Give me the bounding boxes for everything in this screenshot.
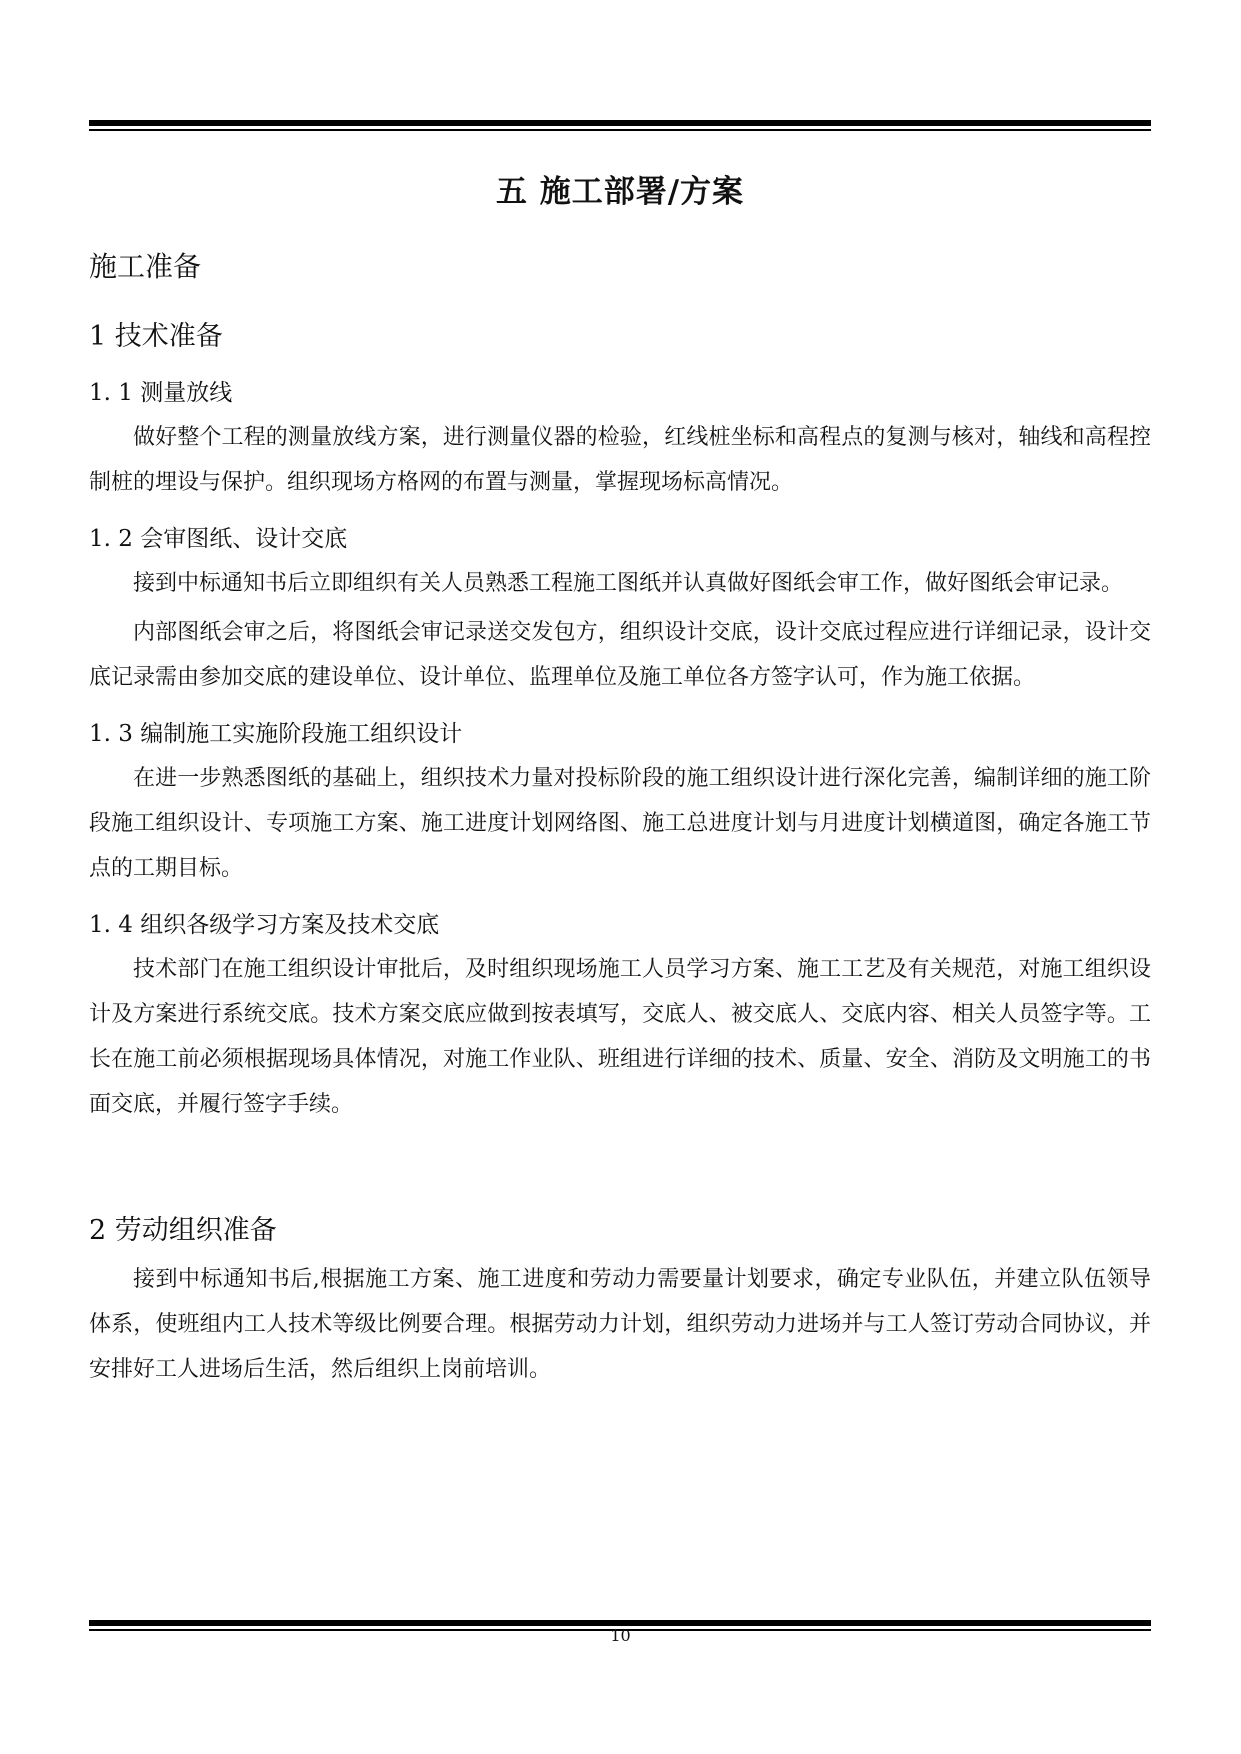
heading-survey: 1. 1 测量放线 <box>89 380 233 406</box>
section-heading: 施工准备 <box>89 250 202 283</box>
header-rule-thin <box>89 129 1151 131</box>
paragraph-survey: 做好整个工程的测量放线方案，进行测量仪器的检验，红线桩坐标和高程点的复测与核对，轴线和高程控制桩的埋设与保护。组织现场方格网的布置与测量，掌握现场标高情况。 <box>89 425 1151 495</box>
page-number: 10 <box>610 1626 631 1645</box>
heading-construction-design: 1. 3 编制施工实施阶段施工组织设计 <box>89 721 463 747</box>
section-spacer <box>89 1127 1151 1183</box>
content-body <box>89 155 1151 1392</box>
paragraph-construction-design: 在进一步熟悉图纸的基础上，组织技术力量对投标阶段的施工组织设计进行深化完善，编制详细的施工阶段施工组织设计、专项施工方案、施工进度计划网络图、施工总进度计划与月进度计划横道图，确定各施工节点的工期目标。 <box>89 766 1151 881</box>
heading-drawing-review: 1. 2 会审图纸、设计交底 <box>89 526 348 552</box>
paragraph-training: 技术部门在施工组织设计审批后，及时组织现场施工人员学习方案、施工工艺及有关规范，对施工组织设计及方案进行系统交底。技术方案交底应做到按表填写，交底人、被交底人、交底内容、相关人员签字等。工长在施工前必须根据现场具体情况，对施工作业队、班组进行详细的技术、质量、安全、消防及文明施工的书面交底，并履行签字手续。 <box>89 957 1151 1117</box>
paragraph-drawing-review-1: 接到中标通知书后立即组织有关人员熟悉工程施工图纸并认真做好图纸会审工作，做好图纸会审记录。 <box>133 571 1124 596</box>
paragraph-labor-prep: 接到中标通知书后,根据施工方案、施工进度和劳动力需要量计划要求，确定专业队伍，并建立队伍领导体系，使班组内工人技术等级比例要合理。根据劳动力计划，组织劳动力进场并与工人签订劳动合同协议，并安排好工人进场后生活，然后组织上岗前培训。 <box>89 1267 1151 1382</box>
heading-training: 1. 4 组织各级学习方案及技术交底 <box>89 912 440 938</box>
heading-labor-prep: 2 劳动组织准备 <box>89 1215 277 1246</box>
page-title: 五 施工部署/方案 <box>495 174 745 210</box>
heading-technical-prep: 1 技术准备 <box>89 321 223 352</box>
header-rule <box>89 120 1151 131</box>
header-rule-thick <box>89 120 1151 126</box>
paragraph-drawing-review-2: 内部图纸会审之后，将图纸会审记录送交发包方，组织设计交底，设计交底过程应进行详细记录，设计交底记录需由参加交底的建设单位、设计单位、监理单位及施工单位各方签字认可，作为施工依据。 <box>89 620 1151 690</box>
